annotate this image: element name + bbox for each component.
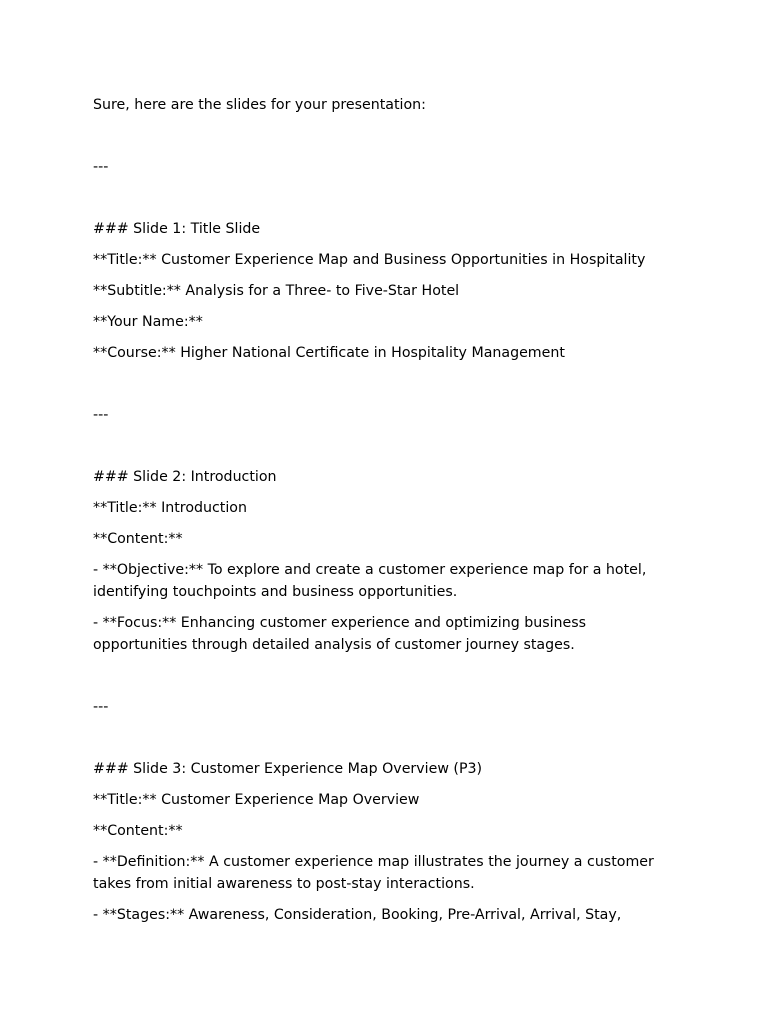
spacer	[93, 125, 673, 156]
slide2-content-label: **Content:**	[93, 531, 183, 547]
slide2-focus: - **Focus:** Enhancing customer experience and optimizing business opportunities through detailed analysis of customer journey stages.	[93, 615, 591, 653]
intro-text: Sure, here are the slides for your presentation:	[93, 97, 426, 113]
slide3-stages: - **Stages:** Awareness, Consideration, Booking, Pre-Arrival, Arrival, Stay,	[93, 907, 622, 923]
slide2-title: **Title:** Introduction	[93, 500, 247, 516]
slide1-course: **Course:** Higher National Certificate in Hospitality Management	[93, 345, 565, 361]
slide3-definition: - **Definition:** A customer experience map illustrates the journey a customer takes from initial awareness to post-stay interactions.	[93, 854, 659, 892]
spacer	[93, 665, 673, 696]
slide1-name: **Your Name:**	[93, 314, 203, 330]
document-body	[93, 94, 673, 935]
separator: ---	[93, 699, 109, 715]
slide3-content-label: **Content:**	[93, 823, 183, 839]
separator: ---	[93, 159, 109, 175]
slide3-heading: ### Slide 3: Customer Experience Map Overview (P3)	[93, 761, 483, 777]
slide2-objective: - **Objective:** To explore and create a customer experience map for a hotel, identifying touchpoints and business opportunities.	[93, 562, 651, 600]
spacer	[93, 435, 673, 466]
spacer	[93, 727, 673, 758]
slide1-heading: ### Slide 1: Title Slide	[93, 221, 261, 237]
slide1-subtitle: **Subtitle:** Analysis for a Three- to Five-Star Hotel	[93, 283, 460, 299]
spacer	[93, 187, 673, 218]
slide2-heading: ### Slide 2: Introduction	[93, 469, 277, 485]
slide3-title: **Title:** Customer Experience Map Overview	[93, 792, 420, 808]
separator: ---	[93, 407, 109, 423]
slide1-title: **Title:** Customer Experience Map and Business Opportunities in Hospitality	[93, 252, 646, 268]
spacer	[93, 373, 673, 404]
